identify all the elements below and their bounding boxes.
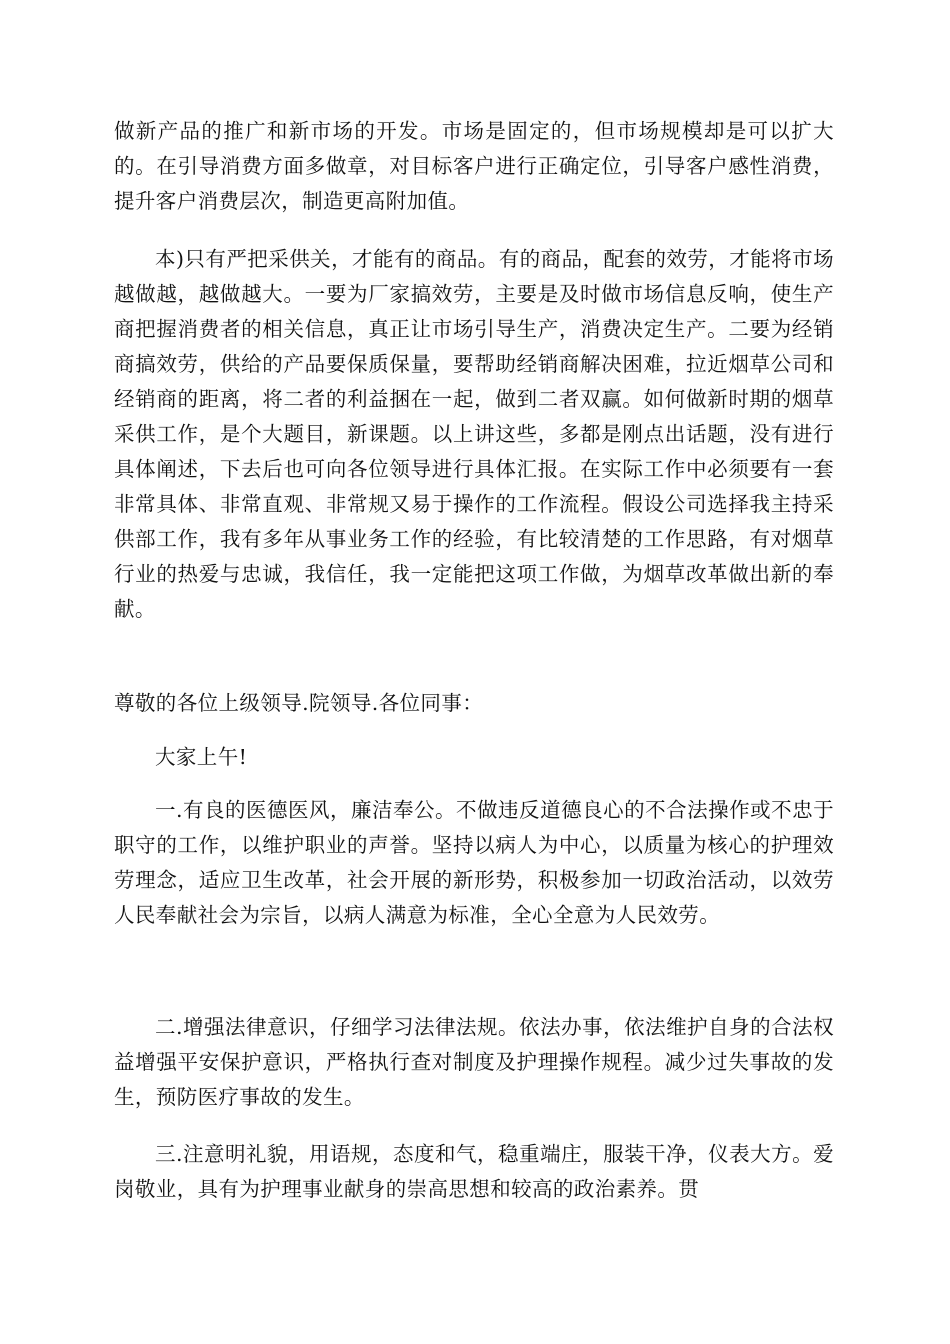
paragraph-market-development: 做新产品的推广和新市场的开发。市场是固定的，但市场规模却是可以扩大的。在引导消费方面多做章，对目标客户进行正确定位，引导客户感性消费，提升客户消费层次，制造更高附加值。: [114, 119, 834, 213]
paragraph-greeting: 大家上午!: [155, 745, 248, 769]
paragraph-point-two: 二.增强法律意识，仔细学习法律法规。依法办事，依法维护自身的合法权益增强平安保护意识，严格执行查对制度及护理操作规程。减少过失事故的发生，预防医疗事故的发生。: [114, 1015, 834, 1109]
paragraph-procurement-service: 本)只有严把采供关，才能有的商品。有的商品，配套的效劳，才能将市场越做越，越做越大。一要为厂家搞效劳，主要是及时做市场信息反响，使生产商把握消费者的相关信息，真正让市场引导生产，消费决定生产。二要为经销商搞效劳，供给的产品要保质保量，要帮助经销商解决困难，拉近烟草公司和经销商的距离，将二者的利益捆在一起，做到二者双赢。如何做新时期的烟草采供工作，是个大题目，新课题。以上讲这些，多都是刚点出话题，没有进行具体阐述，下去后也可向各位领导进行具体汇报。在实际工作中必须要有一套非常具体、非常直观、非常规又易于操作的工作流程。假设公司选择我主持采供部工作，我有多年从事业务工作的经验，有比较清楚的工作思路，有对烟草行业的热爱与忠诚，我信任，我一定能把这项工作做，为烟草改革做出新的奉献。: [114, 247, 834, 621]
paragraph-point-one: 一.有良的医德医风，廉洁奉公。不做违反道德良心的不合法操作或不忠于职守的工作，以维护职业的声誉。坚持以病人为中心，以质量为核心的护理效劳理念，适应卫生改革，社会开展的新形势，积极参加一切政治活动，以效劳人民奉献社会为宗旨，以病人满意为标准，全心全意为人民效劳。: [114, 798, 834, 927]
paragraph-salutation: 尊敬的各位上级领导.院领导.各位同事：: [114, 691, 484, 715]
paragraph-point-three: 三.注意明礼貌，用语规，态度和气，稳重端庄，服装干净，仪表大方。爱岗敬业，具有为护理事业献身的崇高思想和较高的政治素养。贯: [114, 1142, 834, 1201]
